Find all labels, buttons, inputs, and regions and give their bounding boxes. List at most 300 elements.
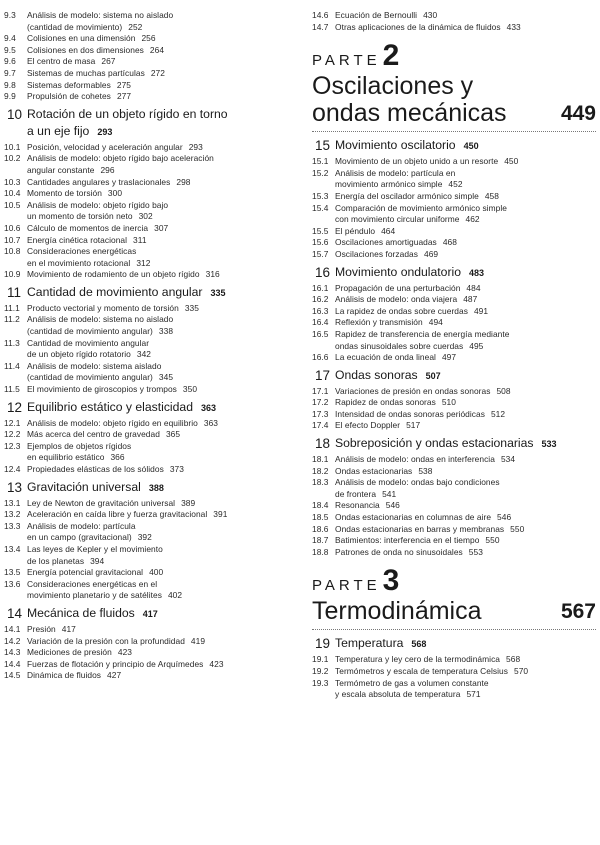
section-number: 9.5 (4, 44, 16, 55)
page-number: 298 (176, 176, 191, 187)
toc-entry (312, 22, 596, 34)
section-number: 18.1 (312, 454, 329, 465)
chapter-heading (4, 285, 294, 301)
section-title: Análisis de modelo: objeto rígido en equilibrio (27, 417, 198, 428)
page-number: 252 (128, 21, 143, 32)
section-title: Análisis de modelo: partícula (27, 520, 136, 531)
toc-entry (4, 68, 294, 80)
section-title: La ecuación de onda lineal (335, 352, 436, 363)
section-title: Movimiento oscilatorio (335, 138, 456, 153)
toc-entry-cont (312, 214, 596, 226)
section-title: angular constante (27, 164, 95, 175)
page-number: 363 (203, 417, 219, 428)
part-label-line (312, 564, 596, 598)
section-title: Aceleración en caída libre y fuerza gravitacional (27, 509, 208, 520)
page-number: 302 (138, 211, 153, 222)
page-number: 417 (142, 608, 158, 619)
toc-entry (4, 498, 294, 510)
page-number: 550 (485, 535, 500, 546)
page-number: 417 (61, 623, 76, 634)
page-number: 541 (382, 488, 397, 499)
section-title: Análisis de modelo: objeto rígido bajo aceleración (27, 153, 214, 164)
section-title: La rapidez de ondas sobre cuerdas (335, 305, 468, 316)
page-number: 508 (496, 385, 511, 396)
section-number: 15.7 (312, 248, 329, 259)
section-number: 13.1 (4, 497, 21, 508)
section-title: Colisiones en una dimensión (27, 33, 136, 44)
section-title: Rotación de un objeto rígido en torno (27, 106, 228, 121)
page-number: 345 (158, 372, 174, 383)
section-title: Sobreposición y ondas estacionarias (335, 436, 534, 451)
section-number: 18.3 (312, 477, 329, 488)
section-title: Análisis de modelo: partícula en (335, 167, 456, 178)
section-title: (cantidad de movimiento) (27, 21, 123, 32)
section-title: Cantidad de movimiento angular (27, 337, 150, 348)
page-number: 423 (117, 647, 132, 658)
section-number: 13.2 (4, 509, 21, 520)
toc-entry-cont (4, 452, 294, 464)
section-number: 10.3 (4, 176, 21, 187)
section-number: 18 (315, 436, 331, 452)
toc-right-column (312, 10, 596, 701)
toc-entry (4, 647, 294, 659)
page-number: 256 (141, 33, 156, 44)
toc-entry (312, 294, 596, 306)
part-title-text: Termodinámica (312, 597, 482, 626)
section-title: Propulsión de cohetes (27, 91, 111, 102)
section-title: Movimiento de un objeto unido a un resorte (335, 156, 499, 167)
part-page: 567 (560, 600, 596, 624)
page-number: 350 (182, 384, 198, 395)
page-number: 316 (205, 269, 220, 280)
section-title: Patrones de onda no sinusoidales (335, 546, 463, 557)
section-title: Análisis de modelo: objeto rígido bajo (27, 199, 169, 210)
page-number: 462 (465, 214, 480, 225)
section-number: 16 (315, 264, 331, 280)
chapter-heading (4, 107, 294, 122)
section-number: 10.1 (4, 141, 21, 152)
section-title: Mecánica de fluidos (27, 605, 135, 620)
toc-entry-cont (4, 165, 294, 177)
section-title: movimiento armónico simple (335, 179, 443, 190)
section-title: movimiento planetario y de satélites (27, 590, 162, 601)
section-title: Momento de torsión (27, 188, 102, 199)
toc-entry (312, 237, 596, 249)
toc-entry (4, 429, 294, 441)
section-number: 13.5 (4, 567, 21, 578)
section-title: Cálculo de momentos de inercia (27, 222, 149, 233)
page-number: 484 (466, 282, 481, 293)
section-title: (cantidad de movimiento angular) (27, 372, 153, 383)
part-title-text: ondas mecánicas (312, 99, 507, 128)
toc-entry (312, 226, 596, 238)
page-number: 293 (188, 141, 203, 152)
section-title: Energía del oscilador armónico simple (335, 190, 479, 201)
toc-entry (4, 636, 294, 648)
toc-entry-cont (4, 22, 294, 34)
section-number: 11.4 (4, 360, 20, 371)
part-label: PARTE (312, 577, 381, 595)
toc-entry (4, 509, 294, 521)
section-title: Oscilaciones amortiguadas (335, 237, 437, 248)
toc-entry-cont (4, 349, 294, 361)
section-title: Presión (27, 623, 56, 634)
part-page: 449 (560, 102, 596, 126)
toc-entry (4, 235, 294, 247)
chapter-heading (4, 480, 294, 496)
toc-entry (312, 466, 596, 478)
section-title: Reflexión y transmisión (335, 317, 423, 328)
part-title-line (312, 73, 596, 100)
toc-entry (4, 56, 294, 68)
page-number: 487 (463, 294, 478, 305)
section-number: 18.5 (312, 512, 329, 523)
section-number: 12.3 (4, 440, 21, 451)
section-number: 10.8 (4, 246, 21, 257)
page-number: 300 (107, 188, 123, 199)
page-number: 464 (381, 225, 396, 236)
section-title: en un campo (gravitacional) (27, 532, 132, 543)
section-number: 15.4 (312, 202, 329, 213)
section-title: en equilibrio estático (27, 452, 105, 463)
toc-entry (312, 168, 596, 180)
section-number: 13 (7, 479, 23, 495)
toc-entry (4, 441, 294, 453)
section-number: 14.5 (4, 670, 21, 681)
section-title: Análisis de modelo: onda viajera (335, 294, 458, 305)
toc-entry (312, 654, 596, 666)
section-title: Las leyes de Kepler y el movimiento (27, 543, 163, 554)
section-title: Ley de Newton de gravitación universal (27, 497, 176, 508)
section-title: Análisis de modelo: sistema no aislado (27, 10, 174, 20)
part-label: PARTE (312, 52, 381, 70)
toc-entry-cont (4, 211, 294, 223)
page-number: 338 (158, 326, 174, 337)
section-title: Análisis de modelo: sistema no aislado (27, 314, 174, 325)
toc-entry-cont (312, 489, 596, 501)
section-title: Ondas estacionarias en columnas de aire (335, 512, 492, 523)
section-number: 14.4 (4, 658, 21, 669)
toc-entry (312, 156, 596, 168)
section-title: Fuerzas de flotación y principio de Arquímedes (27, 658, 204, 669)
toc-entry (312, 420, 596, 432)
page-number: 267 (101, 56, 116, 67)
toc-entry (312, 249, 596, 261)
page-number: 388 (148, 482, 164, 493)
toc-entry (312, 386, 596, 398)
section-title: Batimientos: interferencia en el tiempo (335, 535, 480, 546)
section-title: un momento de torsión neto (27, 211, 133, 222)
part-title-line (312, 100, 596, 127)
toc-entry (312, 283, 596, 295)
page-number: 293 (97, 126, 113, 137)
section-title: Análisis de modelo: ondas bajo condiciones (335, 477, 500, 488)
page-number: 430 (423, 10, 438, 20)
section-number: 10.6 (4, 222, 21, 233)
section-number: 17.2 (312, 397, 329, 408)
toc-entry (4, 246, 294, 258)
section-title: de los planetas (27, 555, 85, 566)
page-number: 517 (406, 420, 421, 431)
section-number: 14 (7, 605, 23, 621)
chapter-heading (312, 636, 596, 652)
section-number: 14.6 (312, 10, 329, 20)
page-number: 427 (107, 670, 122, 681)
section-title: de frontera (335, 488, 377, 499)
section-number: 14.2 (4, 635, 21, 646)
page-number: 546 (385, 500, 400, 511)
section-title: Equilibrio estático y elasticidad (27, 399, 193, 414)
section-number: 18.2 (312, 465, 329, 476)
section-title: Gravitación universal (27, 479, 141, 494)
section-title: Cantidades angulares y traslacionales (27, 176, 171, 187)
section-title: Análisis de modelo: ondas en interferencia (335, 454, 495, 465)
section-title: Mediciones de presión (27, 647, 112, 658)
section-number: 12.1 (4, 417, 21, 428)
section-title: Sistemas de muchas partículas (27, 67, 145, 78)
toc-entry (4, 338, 294, 350)
part-number: 2 (382, 39, 400, 73)
section-title: Otras aplicaciones de la dinámica de fluidos (335, 21, 501, 32)
toc-entry (312, 203, 596, 215)
toc-entry (4, 544, 294, 556)
section-number: 10.4 (4, 188, 21, 199)
page-number: 491 (473, 305, 489, 316)
section-title: Rapidez de transferencia de energía mediante (335, 328, 510, 339)
page-number: 366 (110, 452, 125, 463)
section-number: 11.5 (4, 384, 20, 395)
page-number: 342 (136, 349, 152, 360)
section-number: 18.7 (312, 535, 329, 546)
section-number: 19 (315, 636, 331, 652)
toc-entry (4, 91, 294, 103)
chapter-heading (4, 606, 294, 622)
section-title: Cantidad de movimiento angular (27, 284, 203, 299)
section-title: (cantidad de movimiento angular) (27, 326, 153, 337)
section-number: 12.2 (4, 429, 21, 440)
section-number: 9.8 (4, 79, 16, 90)
toc-entry (4, 200, 294, 212)
part-number: 3 (382, 564, 400, 598)
section-number: 17.1 (312, 385, 329, 396)
section-title: con movimiento circular uniforme (335, 214, 460, 225)
section-number: 14.1 (4, 623, 21, 634)
toc-entry (312, 666, 596, 678)
toc-entry (4, 177, 294, 189)
section-title: Temperatura y ley cero de la termodinámica (335, 654, 501, 665)
page-number: 507 (425, 370, 441, 381)
toc-entry (312, 352, 596, 364)
toc-entry (312, 678, 596, 690)
toc-entry (312, 547, 596, 559)
section-number: 16.2 (312, 294, 329, 305)
toc-entry (4, 303, 294, 315)
toc-entry-cont (312, 341, 596, 353)
section-number: 19.1 (312, 654, 329, 665)
section-number: 16.4 (312, 317, 329, 328)
section-title: Variación de la presión con la profundidad (27, 635, 185, 646)
section-number: 13.4 (4, 543, 21, 554)
page-number: 568 (506, 654, 521, 665)
section-number: 13.3 (4, 520, 21, 531)
section-title: Propagación de una perturbación (335, 282, 461, 293)
section-number: 13.6 (4, 578, 21, 589)
toc-entry-cont (4, 326, 294, 338)
section-number: 10.2 (4, 153, 21, 164)
section-title: Intensidad de ondas sonoras periódicas (335, 408, 485, 419)
page-number: 553 (468, 546, 483, 557)
section-title: El efecto Doppler (335, 420, 401, 431)
page-number: 373 (169, 464, 184, 474)
section-number: 9.6 (4, 56, 16, 67)
toc-entry (4, 223, 294, 235)
section-number: 11.3 (4, 337, 20, 348)
toc-entry-cont (4, 556, 294, 568)
section-number: 17.4 (312, 420, 329, 431)
section-number: 10.7 (4, 234, 21, 245)
dotted-rule (312, 131, 596, 132)
page-number: 400 (149, 567, 164, 578)
toc-entry (312, 500, 596, 512)
section-number: 10.9 (4, 269, 21, 280)
section-title: Energía potencial gravitacional (27, 567, 144, 578)
toc-entry (312, 454, 596, 466)
section-number: 16.1 (312, 282, 329, 293)
section-number: 15.5 (312, 225, 329, 236)
toc-entry-cont (4, 590, 294, 602)
page-number: 510 (441, 397, 456, 408)
section-number: 15.6 (312, 237, 329, 248)
page-number: 392 (137, 532, 152, 543)
toc-entry (4, 269, 294, 281)
chapter-heading (312, 368, 596, 384)
toc-entry (4, 361, 294, 373)
section-title: Movimiento ondulatorio (335, 264, 462, 279)
part-header (312, 39, 596, 132)
section-number: 12.4 (4, 464, 21, 474)
section-title: Colisiones en dos dimensiones (27, 44, 144, 55)
toc-entry (4, 670, 294, 682)
section-title: Propiedades elásticas de los sólidos (27, 464, 164, 474)
section-title: Análisis de modelo: sistema aislado (27, 360, 162, 371)
part-label-line (312, 39, 596, 73)
page-number: 550 (510, 523, 525, 534)
section-title: Termómetros y escala de temperatura Celsius (335, 666, 508, 676)
page-number: 277 (116, 91, 132, 102)
toc-entry (4, 142, 294, 154)
page-number: 469 (423, 248, 439, 259)
page-number: 433 (506, 21, 521, 32)
section-title: Ondas estacionarias en barras y membranas (335, 523, 505, 534)
page-number: 389 (181, 497, 196, 508)
section-number: 19.2 (312, 666, 329, 676)
page-number: 335 (184, 302, 199, 313)
page-number: 546 (497, 512, 512, 523)
section-title: Termómetro de gas a volumen constante (335, 677, 489, 688)
section-title: en el movimiento rotacional (27, 257, 131, 268)
section-number: 9.9 (4, 91, 16, 102)
section-number: 18.4 (312, 500, 329, 511)
section-number: 15.3 (312, 190, 329, 201)
page-number: 497 (441, 352, 457, 363)
part-header (312, 564, 596, 630)
section-number: 17 (315, 367, 331, 383)
page-number: 307 (154, 222, 169, 233)
chapter-heading-cont (4, 124, 294, 140)
toc-entry (312, 306, 596, 318)
toc-entry (312, 535, 596, 547)
page-number: 391 (213, 509, 228, 520)
section-number: 10 (7, 106, 23, 122)
section-number: 16.3 (312, 305, 329, 316)
section-title: Energía cinética rotacional (27, 234, 128, 245)
toc-entry (312, 512, 596, 524)
page-number: 365 (165, 429, 181, 440)
section-title: Ondas sonoras (335, 367, 418, 382)
page-number: 394 (90, 555, 105, 566)
section-number: 9.7 (4, 67, 16, 78)
page-number: 264 (149, 44, 165, 55)
section-number: 11 (7, 284, 22, 300)
toc-entry (4, 579, 294, 591)
section-title: y escala absoluta de temperatura (335, 689, 461, 700)
section-title: a un eje fijo (27, 123, 90, 138)
section-number: 15 (315, 138, 331, 154)
section-number: 9.3 (4, 10, 16, 20)
page-number: 494 (428, 317, 443, 328)
section-title: Variaciones de presión en ondas sonoras (335, 385, 491, 396)
section-title: Movimiento de rodamiento de un objeto rígido (27, 269, 200, 280)
page-number: 363 (200, 402, 217, 413)
section-number: 12 (7, 399, 23, 415)
page-number: 533 (541, 439, 557, 450)
toc-entry (4, 10, 294, 22)
section-title: Ejemplos de objetos rígidos (27, 440, 132, 451)
section-title: El péndulo (335, 225, 376, 236)
toc-entry (4, 521, 294, 533)
toc-entry (4, 153, 294, 165)
page-number: 296 (100, 164, 115, 175)
section-title: El movimiento de giroscopios y trompos (27, 384, 177, 395)
section-title: Comparación de movimiento armónico simple (335, 202, 507, 213)
section-number: 18.8 (312, 546, 329, 557)
page-number: 419 (190, 635, 206, 646)
page-number: 538 (418, 465, 433, 476)
toc-entry (4, 384, 294, 396)
page-number: 468 (442, 237, 457, 248)
section-title: Más acerca del centro de gravedad (27, 429, 160, 440)
toc-entry-cont (4, 372, 294, 384)
section-title: Rapidez de ondas sonoras (335, 397, 436, 408)
toc-entry-cont (4, 532, 294, 544)
toc-entry (4, 314, 294, 326)
section-number: 15.1 (312, 156, 329, 167)
page-number: 272 (150, 67, 165, 78)
section-title: Consideraciones energéticas en el (27, 578, 158, 589)
section-title: Consideraciones energéticas (27, 246, 137, 257)
section-title: Oscilaciones forzadas (335, 248, 418, 259)
section-title: de un objeto rígido rotatorio (27, 349, 131, 360)
section-title: Ecuación de Bernoulli (335, 10, 418, 20)
toc-entry-cont (4, 258, 294, 270)
toc-entry (4, 188, 294, 200)
toc-entry (312, 10, 596, 22)
toc-entry-cont (312, 179, 596, 191)
page-number: 571 (466, 689, 481, 700)
section-title: Dinámica de fluidos (27, 670, 102, 681)
section-number: 18.6 (312, 523, 329, 534)
toc-left-column (4, 10, 294, 682)
